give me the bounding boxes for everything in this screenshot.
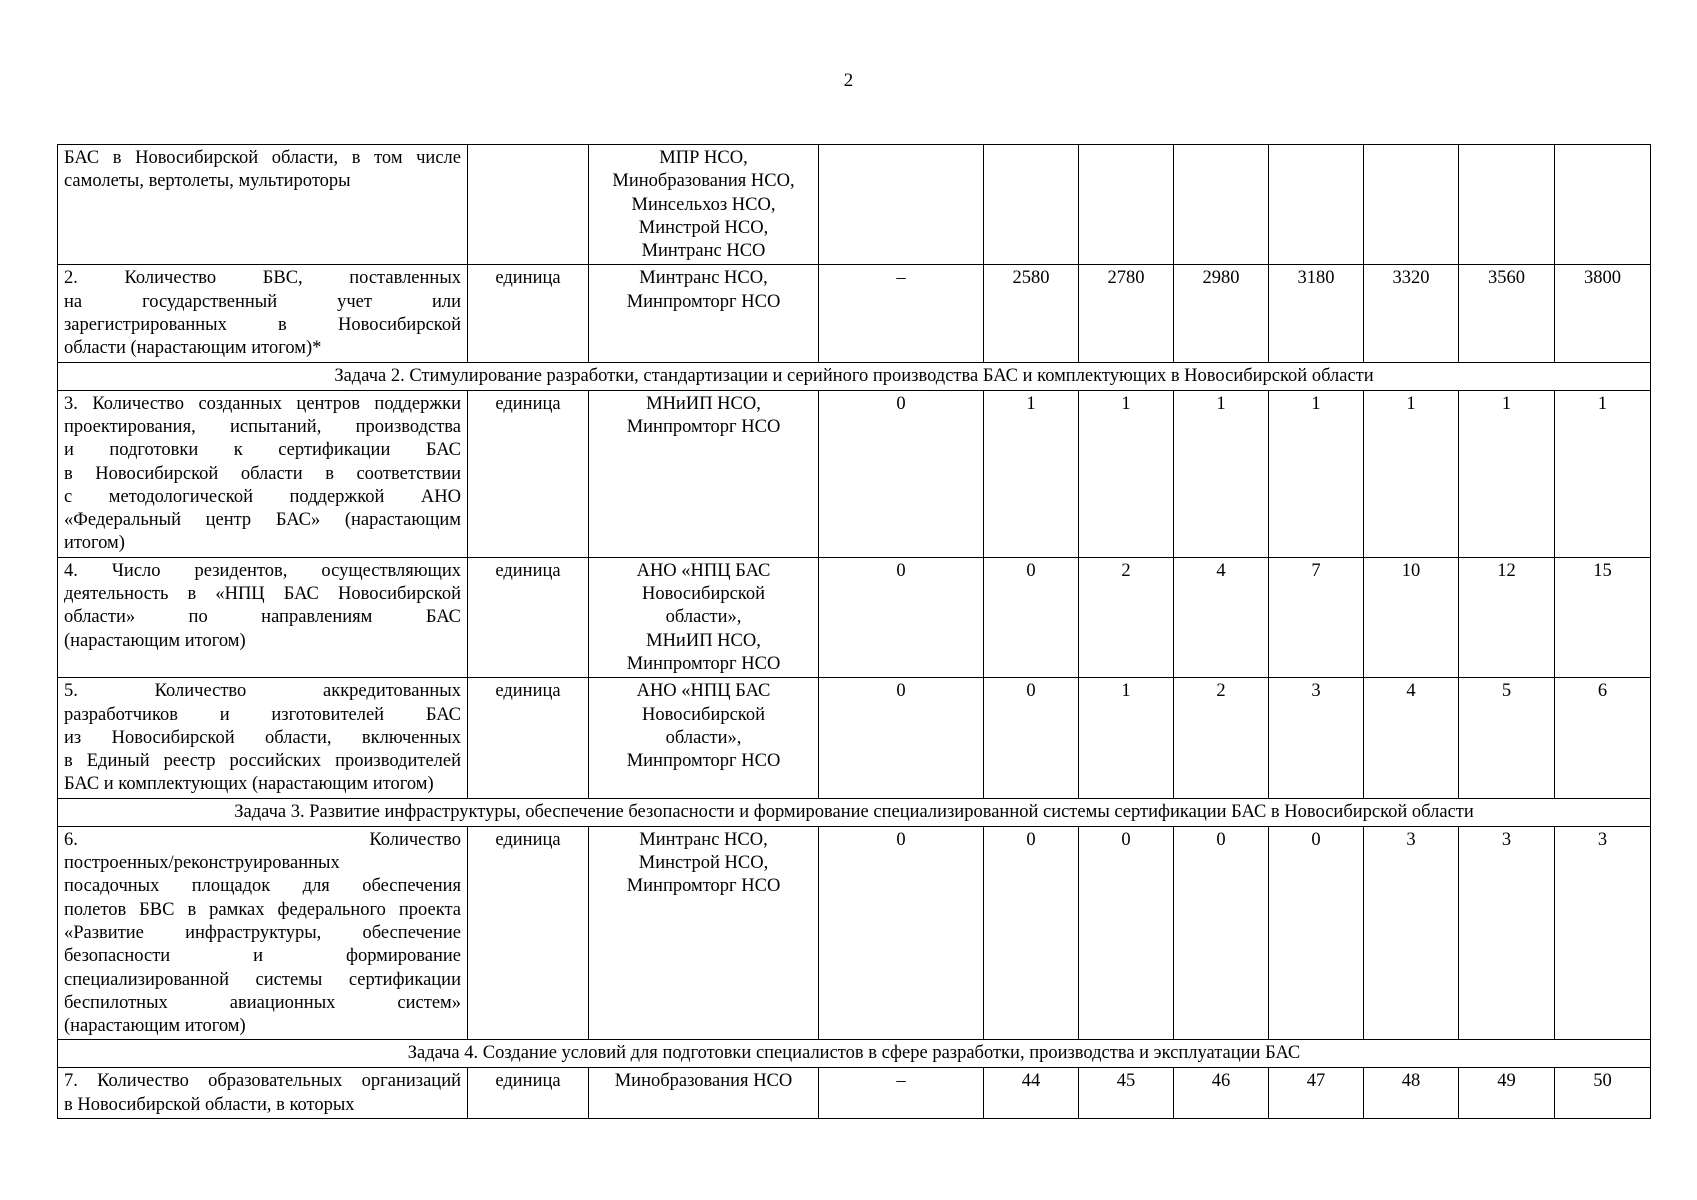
value-cell: 2 [1174, 678, 1269, 798]
value-cell: 3 [1459, 826, 1555, 1040]
value-cell: 3560 [1459, 265, 1555, 362]
indicator-name: 2. Количество БВС, поставленных на государственный учет или зарегистрированных в Новосибирской области (нарастающим итогом)* [58, 265, 468, 362]
value-cell: 0 [1079, 826, 1174, 1040]
value-cell: 1 [1459, 390, 1555, 557]
responsible-cell: Минтранс НСО, Минпромторг НСО [589, 265, 819, 362]
value-cell: 3180 [1269, 265, 1364, 362]
indicator-name: БАС в Новосибирской области, в том числе самолеты, вертолеты, мультироторы [58, 145, 468, 265]
unit-cell [468, 145, 589, 265]
indicator-row [58, 826, 1651, 1040]
indicator-row [58, 265, 1651, 362]
value-cell: 4 [1364, 678, 1459, 798]
unit-cell: единица [468, 1068, 589, 1119]
value-cell: 1 [1079, 678, 1174, 798]
value-cell: 3 [1269, 678, 1364, 798]
value-cell: 3800 [1555, 265, 1651, 362]
base-value-cell: – [819, 1068, 984, 1119]
value-cell: 2780 [1079, 265, 1174, 362]
base-value-cell [819, 145, 984, 265]
indicator-row [58, 390, 1651, 557]
responsible-cell: Минобразования НСО [589, 1068, 819, 1119]
base-value-cell: 0 [819, 390, 984, 557]
task-title: Задача 3. Развитие инфраструктуры, обеспечение безопасности и формирование специализированной системы сертификации БАС в Новосибирской области [58, 798, 1651, 826]
value-cell: 5 [1459, 678, 1555, 798]
value-cell: 6 [1555, 678, 1651, 798]
value-cell: 48 [1364, 1068, 1459, 1119]
responsible-cell: АНО «НПЦ БАС Новосибирской области», МНиИП НСО, Минпромторг НСО [589, 557, 819, 677]
value-cell: 10 [1364, 557, 1459, 677]
value-cell: 0 [984, 826, 1079, 1040]
value-cell [1174, 145, 1269, 265]
value-cell: 45 [1079, 1068, 1174, 1119]
value-cell: 3 [1555, 826, 1651, 1040]
value-cell [984, 145, 1079, 265]
value-cell [1459, 145, 1555, 265]
value-cell: 1 [1364, 390, 1459, 557]
base-value-cell: – [819, 265, 984, 362]
unit-cell: единица [468, 390, 589, 557]
unit-cell: единица [468, 265, 589, 362]
value-cell: 1 [1555, 390, 1651, 557]
value-cell: 0 [984, 557, 1079, 677]
responsible-cell: АНО «НПЦ БАС Новосибирской области», Минпромторг НСО [589, 678, 819, 798]
value-cell [1079, 145, 1174, 265]
value-cell: 4 [1174, 557, 1269, 677]
value-cell: 0 [984, 678, 1079, 798]
value-cell: 49 [1459, 1068, 1555, 1119]
value-cell: 1 [1269, 390, 1364, 557]
value-cell: 2980 [1174, 265, 1269, 362]
responsible-cell: МНиИП НСО, Минпромторг НСО [589, 390, 819, 557]
value-cell: 7 [1269, 557, 1364, 677]
task-row [58, 1040, 1651, 1068]
unit-cell: единица [468, 557, 589, 677]
value-cell: 1 [1079, 390, 1174, 557]
value-cell: 1 [984, 390, 1079, 557]
indicator-name: 4. Число резидентов, осуществляющих деятельность в «НПЦ БАС Новосибирской области» по направлениям БАС (нарастающим итогом) [58, 557, 468, 677]
unit-cell: единица [468, 678, 589, 798]
value-cell: 15 [1555, 557, 1651, 677]
value-cell [1555, 145, 1651, 265]
task-title: Задача 4. Создание условий для подготовки специалистов в сфере разработки, производства и эксплуатации БАС [58, 1040, 1651, 1068]
task-row [58, 362, 1651, 390]
value-cell: 2580 [984, 265, 1079, 362]
base-value-cell: 0 [819, 678, 984, 798]
unit-cell: единица [468, 826, 589, 1040]
value-cell: 0 [1269, 826, 1364, 1040]
value-cell: 3 [1364, 826, 1459, 1040]
base-value-cell: 0 [819, 557, 984, 677]
indicator-row [58, 1068, 1651, 1119]
value-cell: 2 [1079, 557, 1174, 677]
indicators-table [57, 144, 1651, 1119]
indicator-name: 5. Количество аккредитованных разработчиков и изготовителей БАС из Новосибирской области, включенных в Единый реестр российских производителей БАС и комплектующих (нарастающим итогом) [58, 678, 468, 798]
base-value-cell: 0 [819, 826, 984, 1040]
indicator-name: 3. Количество созданных центров поддержки проектирования, испытаний, производства и подготовки к сертификации БАС в Новосибирской области в соответствии с методологической поддержкой АНО «Федеральный центр БАС» (нарастающим итогом) [58, 390, 468, 557]
indicator-row [58, 678, 1651, 798]
value-cell: 3320 [1364, 265, 1459, 362]
value-cell [1269, 145, 1364, 265]
value-cell: 46 [1174, 1068, 1269, 1119]
value-cell: 1 [1174, 390, 1269, 557]
indicator-row [58, 145, 1651, 265]
value-cell: 47 [1269, 1068, 1364, 1119]
value-cell: 44 [984, 1068, 1079, 1119]
page-number: 2 [843, 70, 854, 91]
value-cell [1364, 145, 1459, 265]
responsible-cell: Минтранс НСО, Минстрой НСО, Минпромторг НСО [589, 826, 819, 1040]
table-body [58, 145, 1651, 1119]
indicator-row [58, 557, 1651, 677]
task-row [58, 798, 1651, 826]
value-cell: 0 [1174, 826, 1269, 1040]
indicator-name: 6. Количество построенных/реконструированных посадочных площадок для обеспечения полетов БВС в рамках федерального проекта «Развитие инфраструктуры, обеспечение безопасности и формирование специализированной системы сертификации беспилотных авиационных систем» (нарастающим итогом) [58, 826, 468, 1040]
responsible-cell: МПР НСО, Минобразования НСО, Минсельхоз НСО, Минстрой НСО, Минтранс НСО [589, 145, 819, 265]
value-cell: 50 [1555, 1068, 1651, 1119]
value-cell: 12 [1459, 557, 1555, 677]
task-title: Задача 2. Стимулирование разработки, стандартизации и серийного производства БАС и комплектующих в Новосибирской области [58, 362, 1651, 390]
indicator-name: 7. Количество образовательных организаций в Новосибирской области, в которых [58, 1068, 468, 1119]
